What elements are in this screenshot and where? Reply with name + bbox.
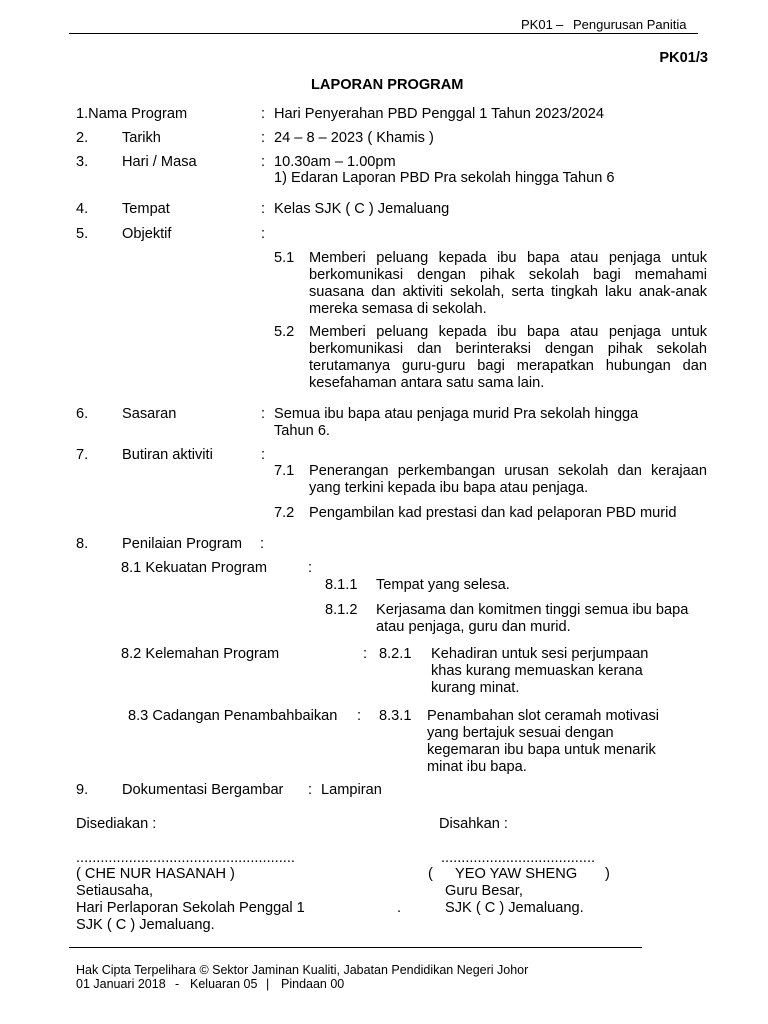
page-title: LAPORAN PROGRAM (311, 77, 464, 93)
activity-7-1-text: Penerangan perkembangan urusan sekolah dan kerajaan yang terkini kepada ibu bapa atau penjaga. (309, 463, 707, 496)
item-9-number: 9. (76, 782, 89, 798)
strength-heading: 8.1 Kekuatan Program (121, 560, 268, 576)
prepared-organisation-line-1: Hari Perlaporan Sekolah Penggal 1 (76, 900, 305, 916)
objective-5-2-number: 5.2 (274, 324, 295, 340)
item-4-colon: : (261, 201, 266, 217)
item-6-number: 6. (76, 406, 89, 422)
approved-name-open-paren: ( (428, 866, 433, 882)
approved-role: Guru Besar, (445, 883, 523, 899)
objective-5-1-number: 5.1 (274, 250, 295, 266)
improvement-line-3: kegemaran ibu bapa untuk menarik (427, 742, 656, 758)
approved-signature-line: ...................................... (441, 850, 596, 866)
weakness-colon: : (363, 646, 368, 662)
improvement-line-4: minat ibu bapa. (427, 759, 527, 775)
item-6-colon: : (261, 406, 266, 422)
item-8-number: 8. (76, 536, 89, 552)
prepared-role: Setiausaha, (76, 883, 154, 899)
item-1-value: Hari Penyerahan PBD Penggal 1 Tahun 2023/2024 (274, 106, 604, 122)
item-8-label: Penilaian Program (122, 536, 243, 552)
approved-organisation: SJK ( C ) Jemaluang. (445, 900, 584, 916)
item-6-label: Sasaran (122, 406, 177, 422)
improvement-line-2: yang bertajuk sesuai dengan (427, 725, 614, 741)
footer-date: 01 Januari 2018 (76, 977, 166, 991)
strength-8-1-1-number: 8.1.1 (325, 577, 358, 593)
item-3-colon: : (261, 154, 266, 170)
item-3-value: 10.30am – 1.00pm (274, 154, 396, 170)
objective-5-1-text: Memberi peluang kepada ibu bapa atau penjaga untuk berkomunikasi dengan pihak sekolah bagi memahami suasana dan aktiviti sekolah, serta tingkah laku anak-anak mereka semasa di sekolah. (309, 250, 707, 317)
item-1-colon: : (261, 106, 266, 122)
item-2-number: 2. (76, 130, 89, 146)
header-doc-title: Pengurusan Panitia (573, 17, 687, 32)
prepared-name: ( CHE NUR HASANAH ) (76, 866, 235, 882)
approved-by-label: Disahkan : (439, 816, 508, 832)
item-2-value: 24 – 8 – 2023 ( Khamis ) (274, 130, 434, 146)
item-5-label: Objektif (122, 226, 172, 242)
prepared-signature-line: ...................................................... (76, 850, 295, 866)
header-dash: – (556, 17, 564, 32)
item-5-colon: : (261, 226, 266, 242)
prepared-by-label: Disediakan : (76, 816, 157, 832)
item-5-number: 5. (76, 226, 89, 242)
improvement-heading: 8.3 Cadangan Penambahbaikan (128, 708, 338, 724)
strength-8-1-2-text-line2: atau penjaga, guru dan murid. (376, 619, 571, 635)
weakness-line-1: Kehadiran untuk sesi perjumpaan (431, 646, 649, 662)
weakness-heading: 8.2 Kelemahan Program (121, 646, 280, 662)
improvement-8-3-1-number: 8.3.1 (379, 708, 412, 724)
prepared-organisation-line-2: SJK ( C ) Jemaluang. (76, 917, 215, 933)
weakness-8-2-1-number: 8.2.1 (379, 646, 412, 662)
item-4-number: 4. (76, 201, 89, 217)
improvement-line-1: Penambahan slot ceramah motivasi (427, 708, 659, 724)
footer-separator-2: | (266, 977, 270, 991)
item-3-label: Hari / Masa (122, 154, 197, 170)
footer-revision: Pindaan 00 (281, 977, 345, 991)
footer-separator-1: - (175, 977, 180, 991)
item-7-number: 7. (76, 447, 89, 463)
weakness-line-2: khas kurang memuaskan kerana (431, 663, 643, 679)
strength-8-1-2-text: Kerjasama dan komitmen tinggi semua ibu bapa (376, 602, 689, 618)
item-9-value: Lampiran (321, 782, 382, 798)
item-6-value: Semua ibu bapa atau penjaga murid Pra sekolah hingga (274, 406, 639, 422)
objective-5-2-text: Memberi peluang kepada ibu bapa atau penjaga untuk berkomunikasi dan berinteraksi dengan pihak sekolah terutamanya guru-guru bagi merapatkan hubungan dan kesefahaman antara satu sama lain. (309, 324, 707, 391)
weakness-line-3: kurang minat. (431, 680, 520, 696)
item-7-colon: : (261, 447, 266, 463)
header-rule (69, 33, 698, 34)
item-8-colon: : (260, 536, 265, 552)
item-4-label: Tempat (122, 201, 170, 217)
strength-8-1-1-text: Tempat yang selesa. (376, 577, 510, 593)
strength-colon: : (308, 560, 313, 576)
item-9-label: Dokumentasi Bergambar (122, 782, 284, 798)
item-2-label: Tarikh (122, 130, 161, 146)
footer-copyright: Hak Cipta Terpelihara © Sektor Jaminan Kualiti, Jabatan Pendidikan Negeri Johor (76, 963, 529, 977)
activity-7-2-number: 7.2 (274, 505, 295, 521)
activity-7-2-text: Pengambilan kad prestasi dan kad pelaporan PBD murid (309, 505, 677, 521)
approved-name-close-paren: ) (605, 866, 610, 882)
activity-7-1-number: 7.1 (274, 463, 295, 479)
improvement-colon: : (357, 708, 362, 724)
strength-8-1-2-number: 8.1.2 (325, 602, 358, 618)
header-doc-code: PK01 (521, 17, 553, 32)
footer-issue: Keluaran 05 (190, 977, 258, 991)
item-3-sub: 1) Edaran Laporan PBD Pra sekolah hingga Tahun 6 (274, 170, 615, 186)
stray-period: . (397, 900, 402, 916)
item-6-value-line2: Tahun 6. (274, 423, 330, 439)
form-reference: PK01/3 (659, 50, 708, 66)
footer-rule (69, 947, 642, 948)
item-2-colon: : (261, 130, 266, 146)
item-4-value: Kelas SJK ( C ) Jemaluang (274, 201, 450, 217)
item-7-label: Butiran aktiviti (122, 447, 213, 463)
item-3-number: 3. (76, 154, 89, 170)
approved-name: YEO YAW SHENG (455, 866, 578, 882)
item-9-colon: : (308, 782, 313, 798)
item-1-label: 1.Nama Program (76, 106, 188, 122)
